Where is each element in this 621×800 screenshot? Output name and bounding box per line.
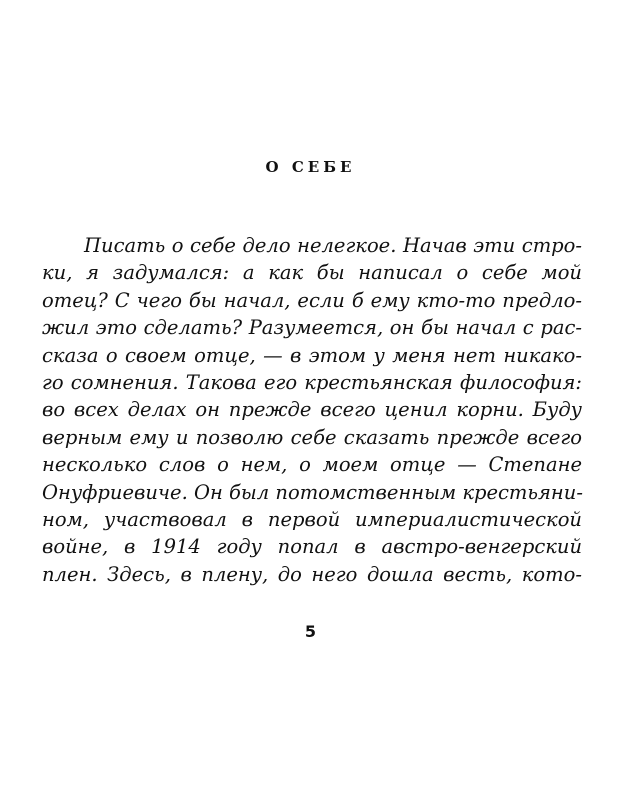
text-line: отец? С чего бы начал, если б ему кто-то предло- bbox=[42, 288, 582, 312]
text-line: войне, в 1914 году попал в австро-венгерский bbox=[42, 535, 582, 559]
text-line: Писать о себе дело нелегкое. Начав эти стро- bbox=[84, 234, 582, 257]
text-line: верным ему и позволю себе сказать прежде всего bbox=[42, 425, 582, 449]
page-number: 5 bbox=[304, 622, 317, 641]
text-line: жил это сделать? Разумеется, он бы начал с рас- bbox=[42, 316, 582, 340]
text-line: во всех делах он прежде всего ценил корни. Буду bbox=[42, 398, 582, 422]
text-line: го сомнения. Такова его крестьянская философия: bbox=[42, 370, 582, 394]
text-line: плен. Здесь, в плену, до него дошла весть, кото- bbox=[42, 562, 582, 586]
text-line: несколько слов о нем, о моем отце — Степане bbox=[42, 453, 582, 477]
text-line: сказа о своем отце, — в этом у меня нет никако- bbox=[42, 343, 582, 367]
text-line: Онуфриевиче. Он был потомственным крестьяни- bbox=[42, 480, 583, 504]
text-line: ном, участвовал в первой империалистической bbox=[42, 507, 582, 531]
text-line: ки, я задумался: а как бы написал о себе мой bbox=[42, 261, 582, 285]
body-text bbox=[42, 232, 582, 588]
chapter-title: О СЕБЕ bbox=[265, 158, 356, 176]
